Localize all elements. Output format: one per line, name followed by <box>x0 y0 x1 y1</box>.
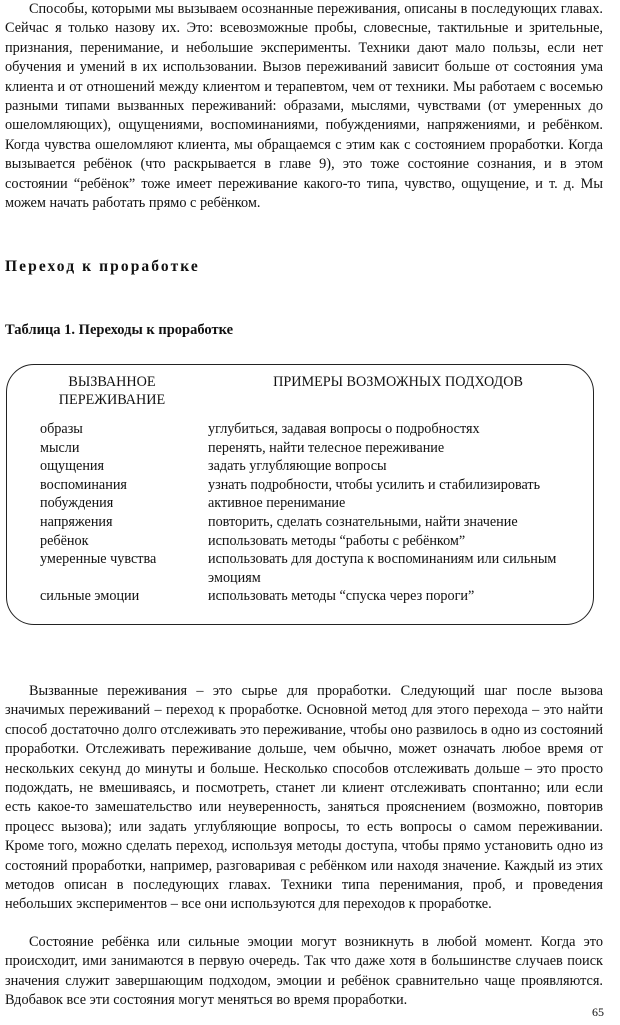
table-cell-approach: повторить, сделать сознательными, найти значение <box>208 513 518 530</box>
body-paragraph: Вызванные переживания – это сырье для проработки. Следующий шаг после вызова значимых переживаний – переход к проработке. Основной метод для этого перехода – это найти способ достаточно долго отслеживать это переживание, чтобы оно развилось в одно из состояний проработки. Отслеживать переживание дольше, чем обычно, может означать любое время от нескольких секунд до минуты и больше. Несколько способов отслеживать дольше – это просто подождать, не вмешиваясь, и посмотреть, станет ли клиент отслеживать спонтанно; или если есть какое-то замешательство или неуверенность, заняться прояснением (возможно, повторив процесс вызова); или задать углубляющие вопросы, то есть вопросы о самом переживании. Кроме того, можно сделать переход, используя методы доступа, чтобы прямо установить одно из состояний проработки, например, разговаривая с ребёнком или находя значение. Каждый из этих методов описан в последующих главах. Техники типа перенимания, проб, и проведения небольших экспериментов – все они используются для переходов к проработке. <box>5 683 603 913</box>
table-row <box>40 587 580 606</box>
table-cell-approach: перенять, найти телесное переживание <box>208 439 445 456</box>
body-paragraph: Состояние ребёнка или сильные эмоции могут возникнуть в любой момент. Когда это происходит, ими занимаются в первую очередь. Так что даже хотя в большинстве случаев поиск значения служит завершающим подходом, эмоции и ребёнок сравнительно чаще проявляются. Вдобавок все эти состояния могут меняться во время проработки. <box>5 934 603 1009</box>
table-row <box>40 476 580 495</box>
table-row <box>40 439 580 458</box>
table-cell-approach: углубиться, задавая вопросы о подробностях <box>208 421 480 437</box>
table-cell-term: побуждения <box>40 495 114 512</box>
table-row <box>40 457 580 476</box>
table-header-right: ПРИМЕРЫ ВОЗМОЖНЫХ ПОДХОДОВ <box>273 374 523 390</box>
table-cell-term: воспоминания <box>40 476 127 493</box>
table-body <box>40 420 580 606</box>
page-number: 65 <box>592 1005 604 1019</box>
table-cell-approach: узнать подробности, чтобы усилить и стабилизировать <box>208 476 541 493</box>
intro-paragraph: Способы, которыми мы вызываем осознанные переживания, описаны в последующих главах. Сейчас я только назову их. Это: всевозможные пробы, словесные, тактильные и зрительные, признания, перенимание, и небольшие эксперименты. Техники дают мало пользы, если нет обучения и умений в их использовании. Вызов переживаний зависит больше от состояния ума клиента и от отношений между клиентом и терапевтом, чем от техники. Мы работаем с восемью разными типами вызванных переживаний: образами, мыслями, чувствами (от умеренных до ошеломляющих), ощущениями, воспоминаниями, побуждениями, напряжениями, и ребёнком. Когда чувства ошеломляют клиента, мы обращаемся с этим как с состоянием проработки. Когда вызывается ребёнок (что раскрывается в главе 9), это тоже состояние сознания, и в этом состоянии “ребёнок” тоже имеет переживание какого-то типа, чувство, ощущение, и т. д. Мы можем начать работать прямо с ребёнком. <box>5 1 603 212</box>
table-row <box>40 532 580 551</box>
table-cell-term: мысли <box>40 439 80 456</box>
table-cell-term: сильные эмоции <box>40 588 140 605</box>
table-cell-approach: использовать методы “спуска через пороги” <box>208 588 475 605</box>
table-cell-approach: использовать методы “работы с ребёнком” <box>208 532 466 549</box>
table-cell-approach: задать углубляющие вопросы <box>208 458 387 475</box>
section-heading: Переход к проработке <box>5 258 200 275</box>
table-header-left: ВЫЗВАННОЕ ПЕРЕЖИВАНИЕ <box>58 374 166 408</box>
table-row <box>40 513 580 532</box>
table-row <box>40 494 580 513</box>
table-cell-term: напряжения <box>40 513 113 530</box>
table-cell-term: ребёнок <box>40 532 89 549</box>
table-row <box>40 550 580 587</box>
table-cell-term: образы <box>40 421 83 437</box>
table-cell-term: ощущения <box>40 458 105 475</box>
table-caption: Таблица 1. Переходы к проработке <box>5 322 234 338</box>
table-cell-term: умеренные чувства <box>40 551 157 568</box>
table-cell-approach: активное перенимание <box>208 495 346 512</box>
table-row <box>40 420 580 439</box>
table-cell-approach: использовать для доступа к воспоминаниям или сильным эмоциям <box>208 551 557 586</box>
